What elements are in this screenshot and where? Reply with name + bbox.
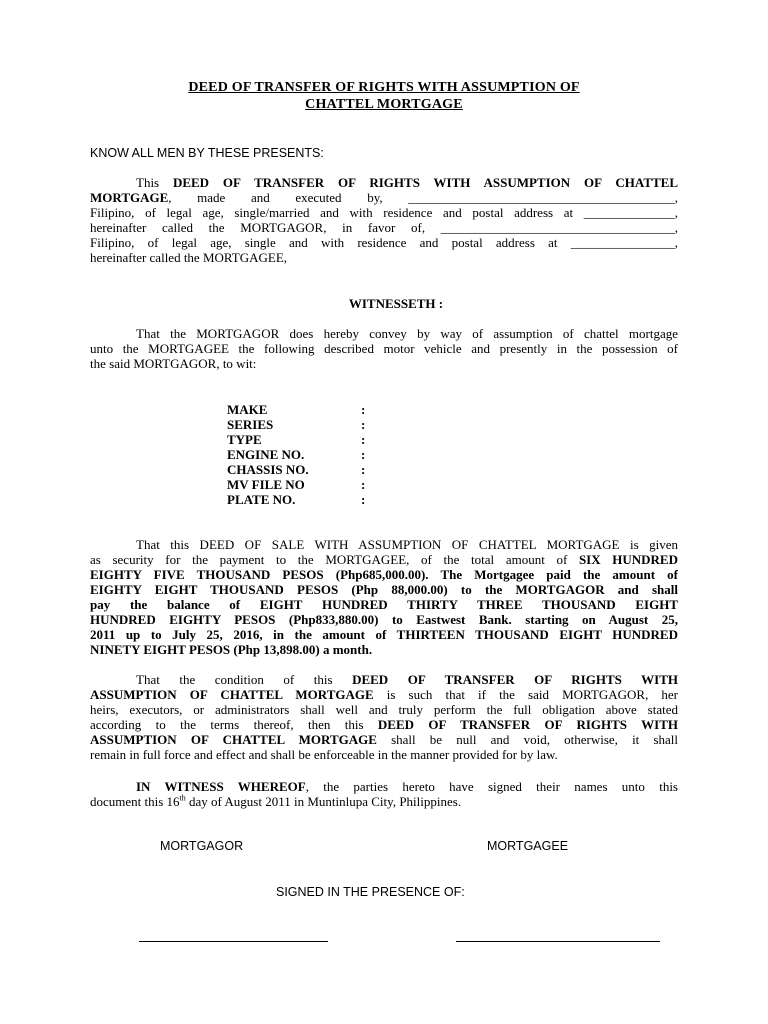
- condition-line: That the condition of this DEED OF TRANSFER OF RIGHTS WITH: [136, 672, 678, 687]
- intro-line: Filipino, of legal age, single and with residence and postal address at ________________,: [90, 235, 678, 250]
- condition-line: according to the terms thereof, then this DEED OF TRANSFER OF RIGHTS WITH: [90, 717, 678, 732]
- convey-line: unto the MORTGAGEE the following described motor vehicle and presently in the possession of: [90, 341, 678, 356]
- condition-line: ASSUMPTION OF CHATTEL MORTGAGE is such that if the said MORTGAGOR, her: [90, 687, 679, 702]
- witness-line: IN WITNESS WHEREOF, the parties hereto have signed their names unto this: [136, 779, 678, 794]
- mortgagor-signatory-label: MORTGAGOR: [160, 839, 244, 853]
- vehicle-field-row: ENGINE NO. :: [227, 447, 366, 462]
- intro-line: This DEED OF TRANSFER OF RIGHTS WITH ASSUMPTION OF CHATTEL: [136, 175, 678, 190]
- intro-line: MORTGAGE, made and executed by, _________________________________________,: [90, 190, 678, 205]
- security-line: HUNDRED EIGHTY PESOS (Php833,880.00) to Eastwest Bank. starting on August 25,: [90, 612, 678, 627]
- security-line: as security for the payment to the MORTGAGEE, of the total amount of SIX HUNDRED: [90, 552, 678, 567]
- presence-heading: SIGNED IN THE PRESENCE OF:: [276, 885, 465, 899]
- convey-line: That the MORTGAGOR does hereby convey by way of assumption of chattel mortgage: [136, 326, 678, 341]
- vehicle-details-list: [227, 402, 366, 507]
- security-line: 2011 up to July 25, 2016, in the amount of THIRTEEN THOUSAND EIGHT HUNDRED: [90, 627, 678, 642]
- vehicle-field-row: PLATE NO. :: [227, 492, 366, 507]
- vehicle-field-row: MV FILE NO :: [227, 477, 366, 492]
- security-paragraph: [90, 537, 678, 657]
- witnesseth-heading: WITNESSETH :: [348, 296, 444, 311]
- witness-signature-line-left: [139, 941, 328, 942]
- security-line: EIGHTY FIVE THOUSAND PESOS (Php685,000.00). The Mortgagee paid the amount of: [90, 567, 678, 582]
- intro-line: hereinafter called the MORTGAGEE,: [90, 250, 288, 265]
- vehicle-field-row: TYPE :: [227, 432, 366, 447]
- document-title-line-2: CHATTEL MORTGAGE: [305, 97, 463, 112]
- intro-line: Filipino, of legal age, single/married and with residence and postal address at ______________,: [90, 205, 678, 220]
- condition-line: ASSUMPTION OF CHATTEL MORTGAGE shall be null and void, otherwise, it shall: [90, 732, 679, 747]
- mortgagee-signatory-label: MORTGAGEE: [487, 839, 569, 853]
- security-line: EIGHTY EIGHT THOUSAND PESOS (Php 88,000.00) to the MORTGAGOR and shall: [90, 582, 678, 597]
- intro-line: hereinafter called the MORTGAGOR, in favor of, ____________________________________,: [90, 220, 678, 235]
- witness-line: document this 16th day of August 2011 in Muntinlupa City, Philippines.: [90, 793, 462, 809]
- vehicle-field-row: CHASSIS NO. :: [227, 462, 366, 477]
- condition-line: heirs, executors, or administrators shall well and truly perform the full obligation above stated: [90, 702, 678, 717]
- witness-signature-line-right: [456, 941, 660, 942]
- convey-paragraph: [90, 326, 678, 371]
- convey-line: the said MORTGAGOR, to wit:: [90, 356, 257, 371]
- vehicle-field-row: SERIES :: [227, 417, 366, 432]
- security-line: That this DEED OF SALE WITH ASSUMPTION OF CHATTEL MORTGAGE is given: [136, 537, 678, 552]
- condition-line: remain in full force and effect and shall be enforceable in the manner provided for by law.: [90, 747, 558, 762]
- document-title-line-1: DEED OF TRANSFER OF RIGHTS WITH ASSUMPTION OF: [188, 80, 580, 95]
- condition-paragraph: [90, 672, 678, 762]
- security-line: pay the balance of EIGHT HUNDRED THIRTY THREE THOUSAND EIGHT: [90, 597, 678, 612]
- vehicle-field-row: MAKE :: [227, 402, 366, 417]
- greeting: KNOW ALL MEN BY THESE PRESENTS:: [90, 146, 324, 160]
- intro-paragraph: [90, 175, 678, 265]
- security-line: NINETY EIGHT PESOS (Php 13,898.00) a month.: [90, 642, 373, 657]
- witness-paragraph: [90, 779, 678, 809]
